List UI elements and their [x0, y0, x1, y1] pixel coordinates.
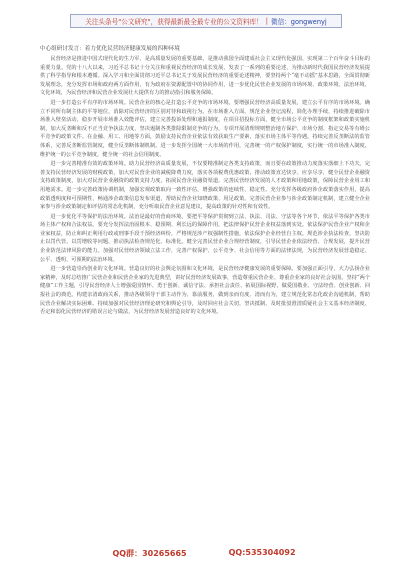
banner-separator: |	[265, 17, 268, 25]
paragraph-policy-environment: 进一步完善精准有效的政策环境。助力民营经济高质量发展，不仅要精准制定各类支持政策，而且要在政策推动力度落实落细上下功夫。完善支持民营经济发展的财税政策，加大对民营企业的减税降费力度，落实各项税费优惠政策，推动政策直达快享、应享尽享，健全民营企业融资支持政策制度，加大对民营企业融资的政策支持力度，拓展民营企业融资渠道。完善民营经济发展的人才政策和用地政策，保障民营企业用工和用地需求。进一步完善政策协调机制，加强宏观政策取向一致性评估，增强政策的连续性、稳定性。充分发挥各级政府涉企政策落实作用，提高政策透明度和可预期性，畅通涉企政策信息发布渠道，帮助民营企业知晓政策、用足政策。完善民营企业参与涉企政策制定机制，建立健全企业家参与涉企政策制定和评估的常态化机制，充分听取民营企业意见建议，提高政策的针对性和有效性。	[40, 161, 370, 211]
paragraph-market-environment: 进一步打造公平有序的市场环境。民营企业的核心是打造公平竞争的市场环境。要增强民营经济高质量发展，建立公平有序的市场环境。确立不同所有制主体的平等地位，消除对民营经济的区别对待和歧视行为。在市场准入方面，规范企业登记流程，简化办理手续，持续推进破除市场准入壁垒活动，稳步开展市场准入效能评估，建立完善投诉处理和通报制度，在项目招投标方面，健全市场公平竞争的制度框架和政策实施机制，加大反垄断和反不正当竞争执法力度，坚决遏制各类排除限制竞争的行为，专项开展清理规则整治地方保护、市场分割、指定交易等有碍公平竞争的政策文件。在金融、用工、用地等方面，鼓励支持民营企业依法有效获取生产要素，落实市场主体平等待遇。持续完善反垄断法的监管体系，完善反垄断监管制度，健全反垄断体制机制。进一步发挥全国统一大市场的作用，完善统一的产权保护制度，实行统一的市场准入制度，维护统一的公平竞争制度，健全统一的社会信用制度。	[40, 99, 370, 158]
banner-contact-text: 微信：gongwenyj	[271, 18, 327, 26]
banner-main-text: 关注头条号"公文研究"，获得最新最全最专业的公文资料库！	[85, 18, 263, 26]
promo-banner	[70, 14, 342, 28]
footer-qq: QQ:535304092	[228, 548, 296, 557]
paragraph-cultural-environment: 进一步营造崇尚创业的文化环境。营造良好的社会舆论氛围和文化环境，是民营经济健康发展的重要保障。要加强正面引导，大力弘扬企业家精神，及时总结推广民营企业和民营企业家的先进典型，讲好民营经济发展故事，营造尊重民营企业、尊重企业家的良好社会氛围。坚持“两个健康”工作主题，引导民营经济人士增强爱国情怀、勇于创新、诚信守法、承担社会责任、拓展国际视野，做爱国敬业、守法经营、创业创新、回报社会的典范。构建亲清政商关系，推动各级领导干部主动作为、靠前服务，做到亲而有度、清而有为，建立规范化常态化政企沟通机制，帮助民营企业解决实际困难。持续加强对民营经济理论研究和舆论引导，及时回应社会关切，坚决抵制、及时批驳澄清质疑社会主义基本经济制度、否定和弱化民营经济的错误言论与做法，为民营经济发展营造良好的文化环境。	[40, 266, 370, 316]
paragraph-intro: 民营经济是推进中国式现代化的生力军，是高质量发展的重要基础，是推动我国全面建成社会主义现代化强国、实现第二个百年奋斗目标的重要力量。党的十八大以来，习近平总书记十分关注和重视民营经济的成长发展，发表了一系列的重要论述，为推动新时代我国民营经济发展提供了科学指导和根本遵循。深入学习和全面贯彻习近平总书记关于发展民营经济的重要论述精神，要坚持两个“毫不动摇”基本思路，全面贯彻新发展理念，充分发挥市场和政府两方面作用，有为政府在资源配置中的协同作用，进一步优化民营企业发展的市场环境、政策环境、法治环境、文化环境，为民营经济和民营企业发展壮大提供有力的推动指引和服务保障。	[40, 56, 370, 97]
contact-footer	[0, 548, 408, 559]
document-title: 中心组研讨发言：着力优化民营经济健康发展的四种环境	[40, 46, 180, 52]
document-body	[40, 44, 370, 318]
footer-qq-group: QQ群：30265665	[112, 549, 187, 558]
paragraph-legal-environment: 进一步优化平等保护的法治环境。法治是最好的营商环境。要把平等保护贯彻到立法、执法、司法、守法等各个环节，依法平等保护各类市场主体产权和合法权益。要充分发挥法治固根本、稳预期、利长远的保障作用，把法律保护民营企业权益落到实处。依法保护民营企业产权和企业家权益，防止和纠正利用行政或刑事手段干预经济纠纷，严格规范涉产权强制性措施，依法保护企业经营自主权。规范涉企执法检查，坚决防止以罚代管、以罚增收等问题，推动执法检查规范化、标准化。健全完善民营企业合规经营制度，引导民营企业依法经营、合规发展，提升民营企业防范法律风险的能力。加强对民营经济领域立法工作，完善产权保护、公平竞争、社会信用等方面的法律法规，为民营经济发展营造稳定、公平、透明、可预期的法治环境。	[40, 213, 370, 263]
